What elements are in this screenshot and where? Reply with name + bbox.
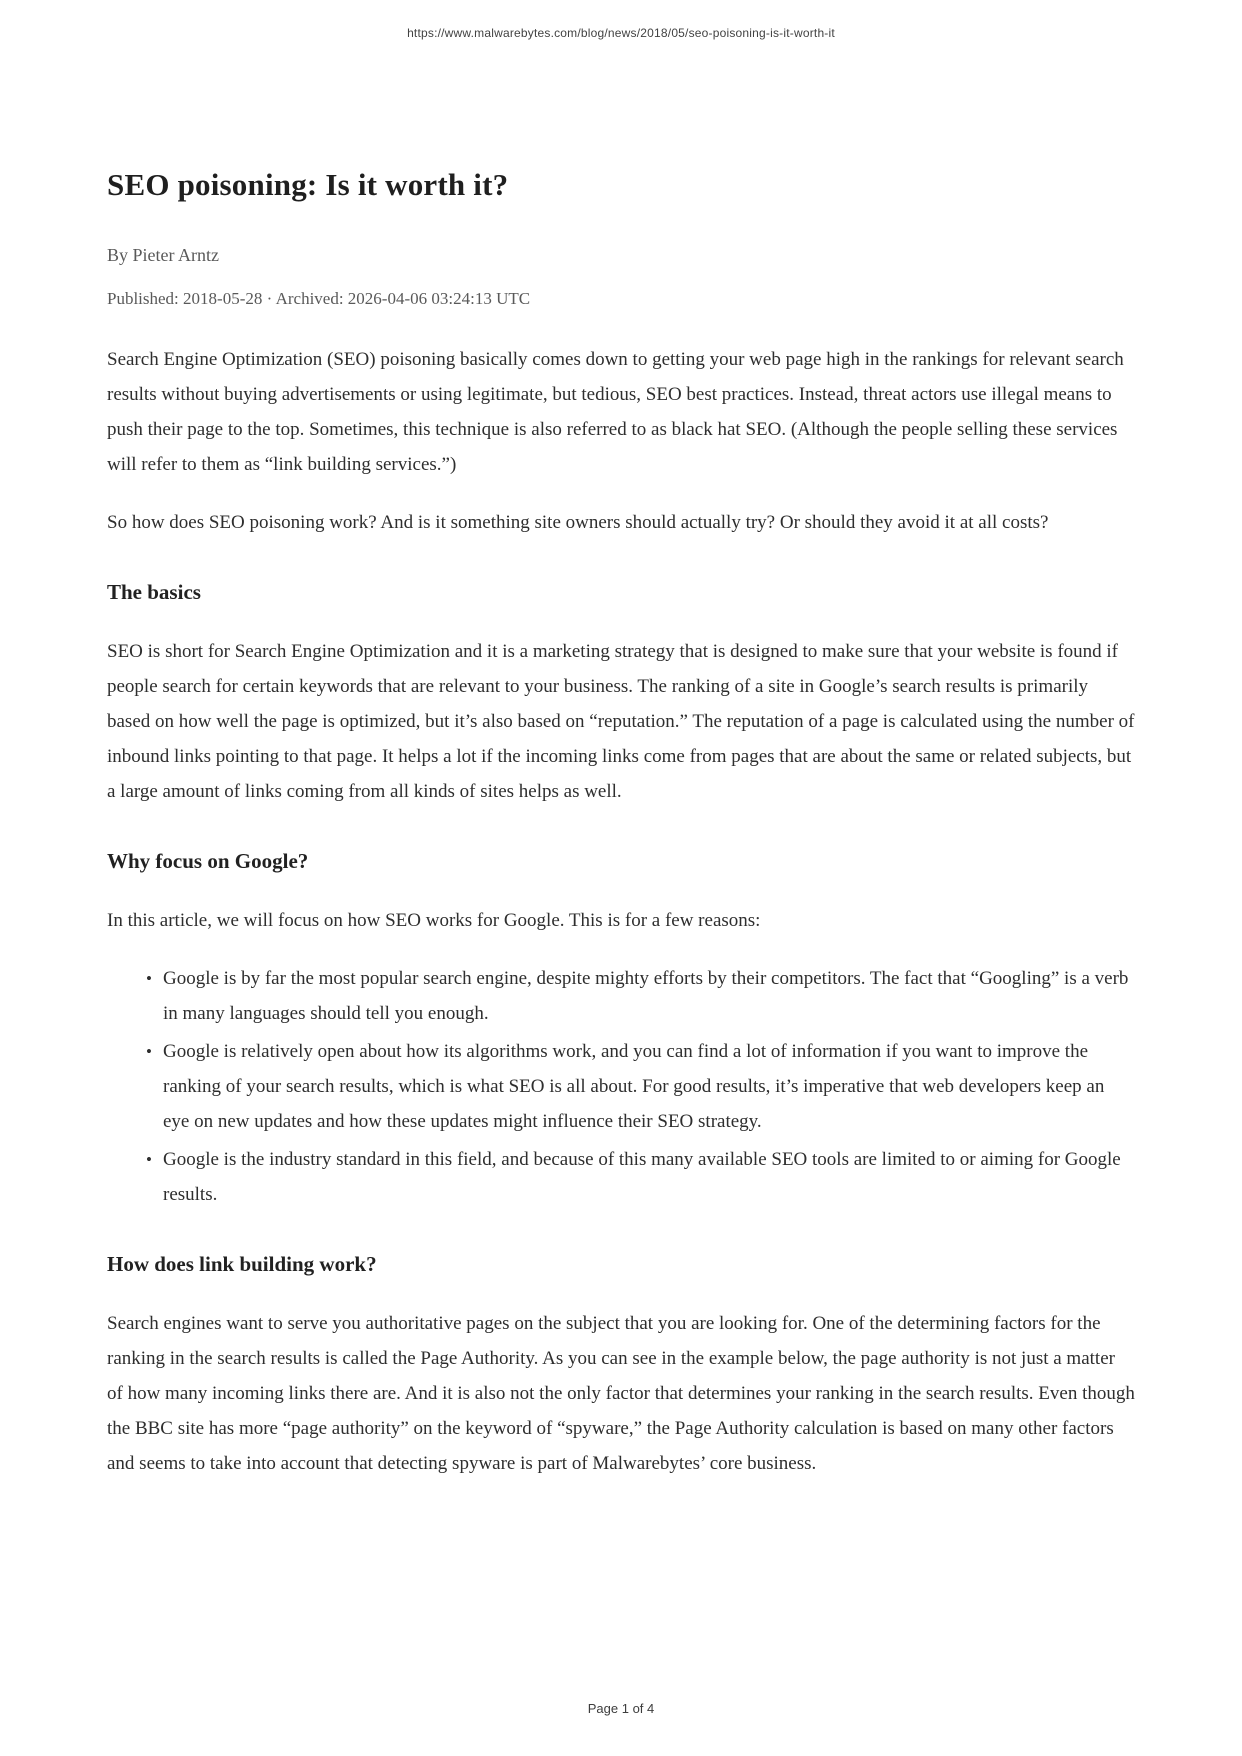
publish-meta: Published: 2018-05-28 · Archived: 2026-04-06 03:24:13 UTC [107,289,531,308]
source-url: https://www.malwarebytes.com/blog/news/2018/05/seo-poisoning-is-it-worth-it [407,26,835,40]
article-title: SEO poisoning: Is it worth it? [107,167,509,202]
section-paragraph: SEO is short for Search Engine Optimization and it is a marketing strategy that is designed to make sure that your website is found if people search for certain keywords that are relevant to your business. The ranking of a site in Google’s search results is primarily based on how well the page is optimized, but it’s also based on “reputation.” The reputation of a page is calculated using the number of inbound links pointing to that page. It helps a lot if the incoming links come from pages that are about the same or related subjects, but a large amount of links coming from all kinds of sites helps as well. [107,641,1135,802]
section-paragraph: In this article, we will focus on how SEO works for Google. This is for a few reasons: [107,910,761,931]
article-content [0,167,1242,1481]
page-number: Page 1 of 4 [587,1701,655,1716]
intro-paragraph: So how does SEO poisoning work? And is it something site owners should actually try? Or should they avoid it at all costs? [107,512,1049,533]
section-paragraph: Search engines want to serve you authoritative pages on the subject that you are looking for. One of the determining factors for the ranking in the search results is called the Page Authority. As you can see in the example below, the page authority is not just a matter of how many incoming links there are. And it is also not the only factor that determines your ranking in the search results. Even though the BBC site has more “page authority” on the keyword of “spyware,” the Page Authority calculation is based on many other factors and seems to take into account that detecting spyware is part of Malwarebytes’ core business. [107,1313,1135,1474]
article-body [107,342,1135,1481]
section-heading-why-focus-on-google: Why focus on Google? [107,849,309,873]
reasons-list [107,961,1135,1212]
intro-paragraph: Search Engine Optimization (SEO) poisoning basically comes down to getting your web page high in the rankings for relevant search results without buying advertisements or using legitimate, but tedious, SEO best practices. Instead, threat actors use illegal means to push their page to the top. Sometimes, this technique is also referred to as black hat SEO. (Although the people selling these services will refer to them as “link building services.”) [107,349,1124,475]
list-item: • Google is relatively open about how its algorithms work, and you can find a lot of information if you want to improve the ranking of your search results, which is what SEO is all about. For good results, it’s imperative that web developers keep an eye on new updates and how these updates might influence their SEO strategy. [163,1034,1135,1139]
section-heading-the-basics: The basics [107,580,201,604]
byline: By Pieter Arntz [107,245,219,265]
list-item: • Google is the industry standard in this field, and because of this many available SEO tools are limited to or aiming for Google results. [163,1142,1135,1212]
list-item: • Google is by far the most popular search engine, despite mighty efforts by their competitors. The fact that “Googling” is a verb in many languages should tell you enough. [163,961,1135,1031]
section-heading-how-does-link-building-work: How does link building work? [107,1252,377,1276]
